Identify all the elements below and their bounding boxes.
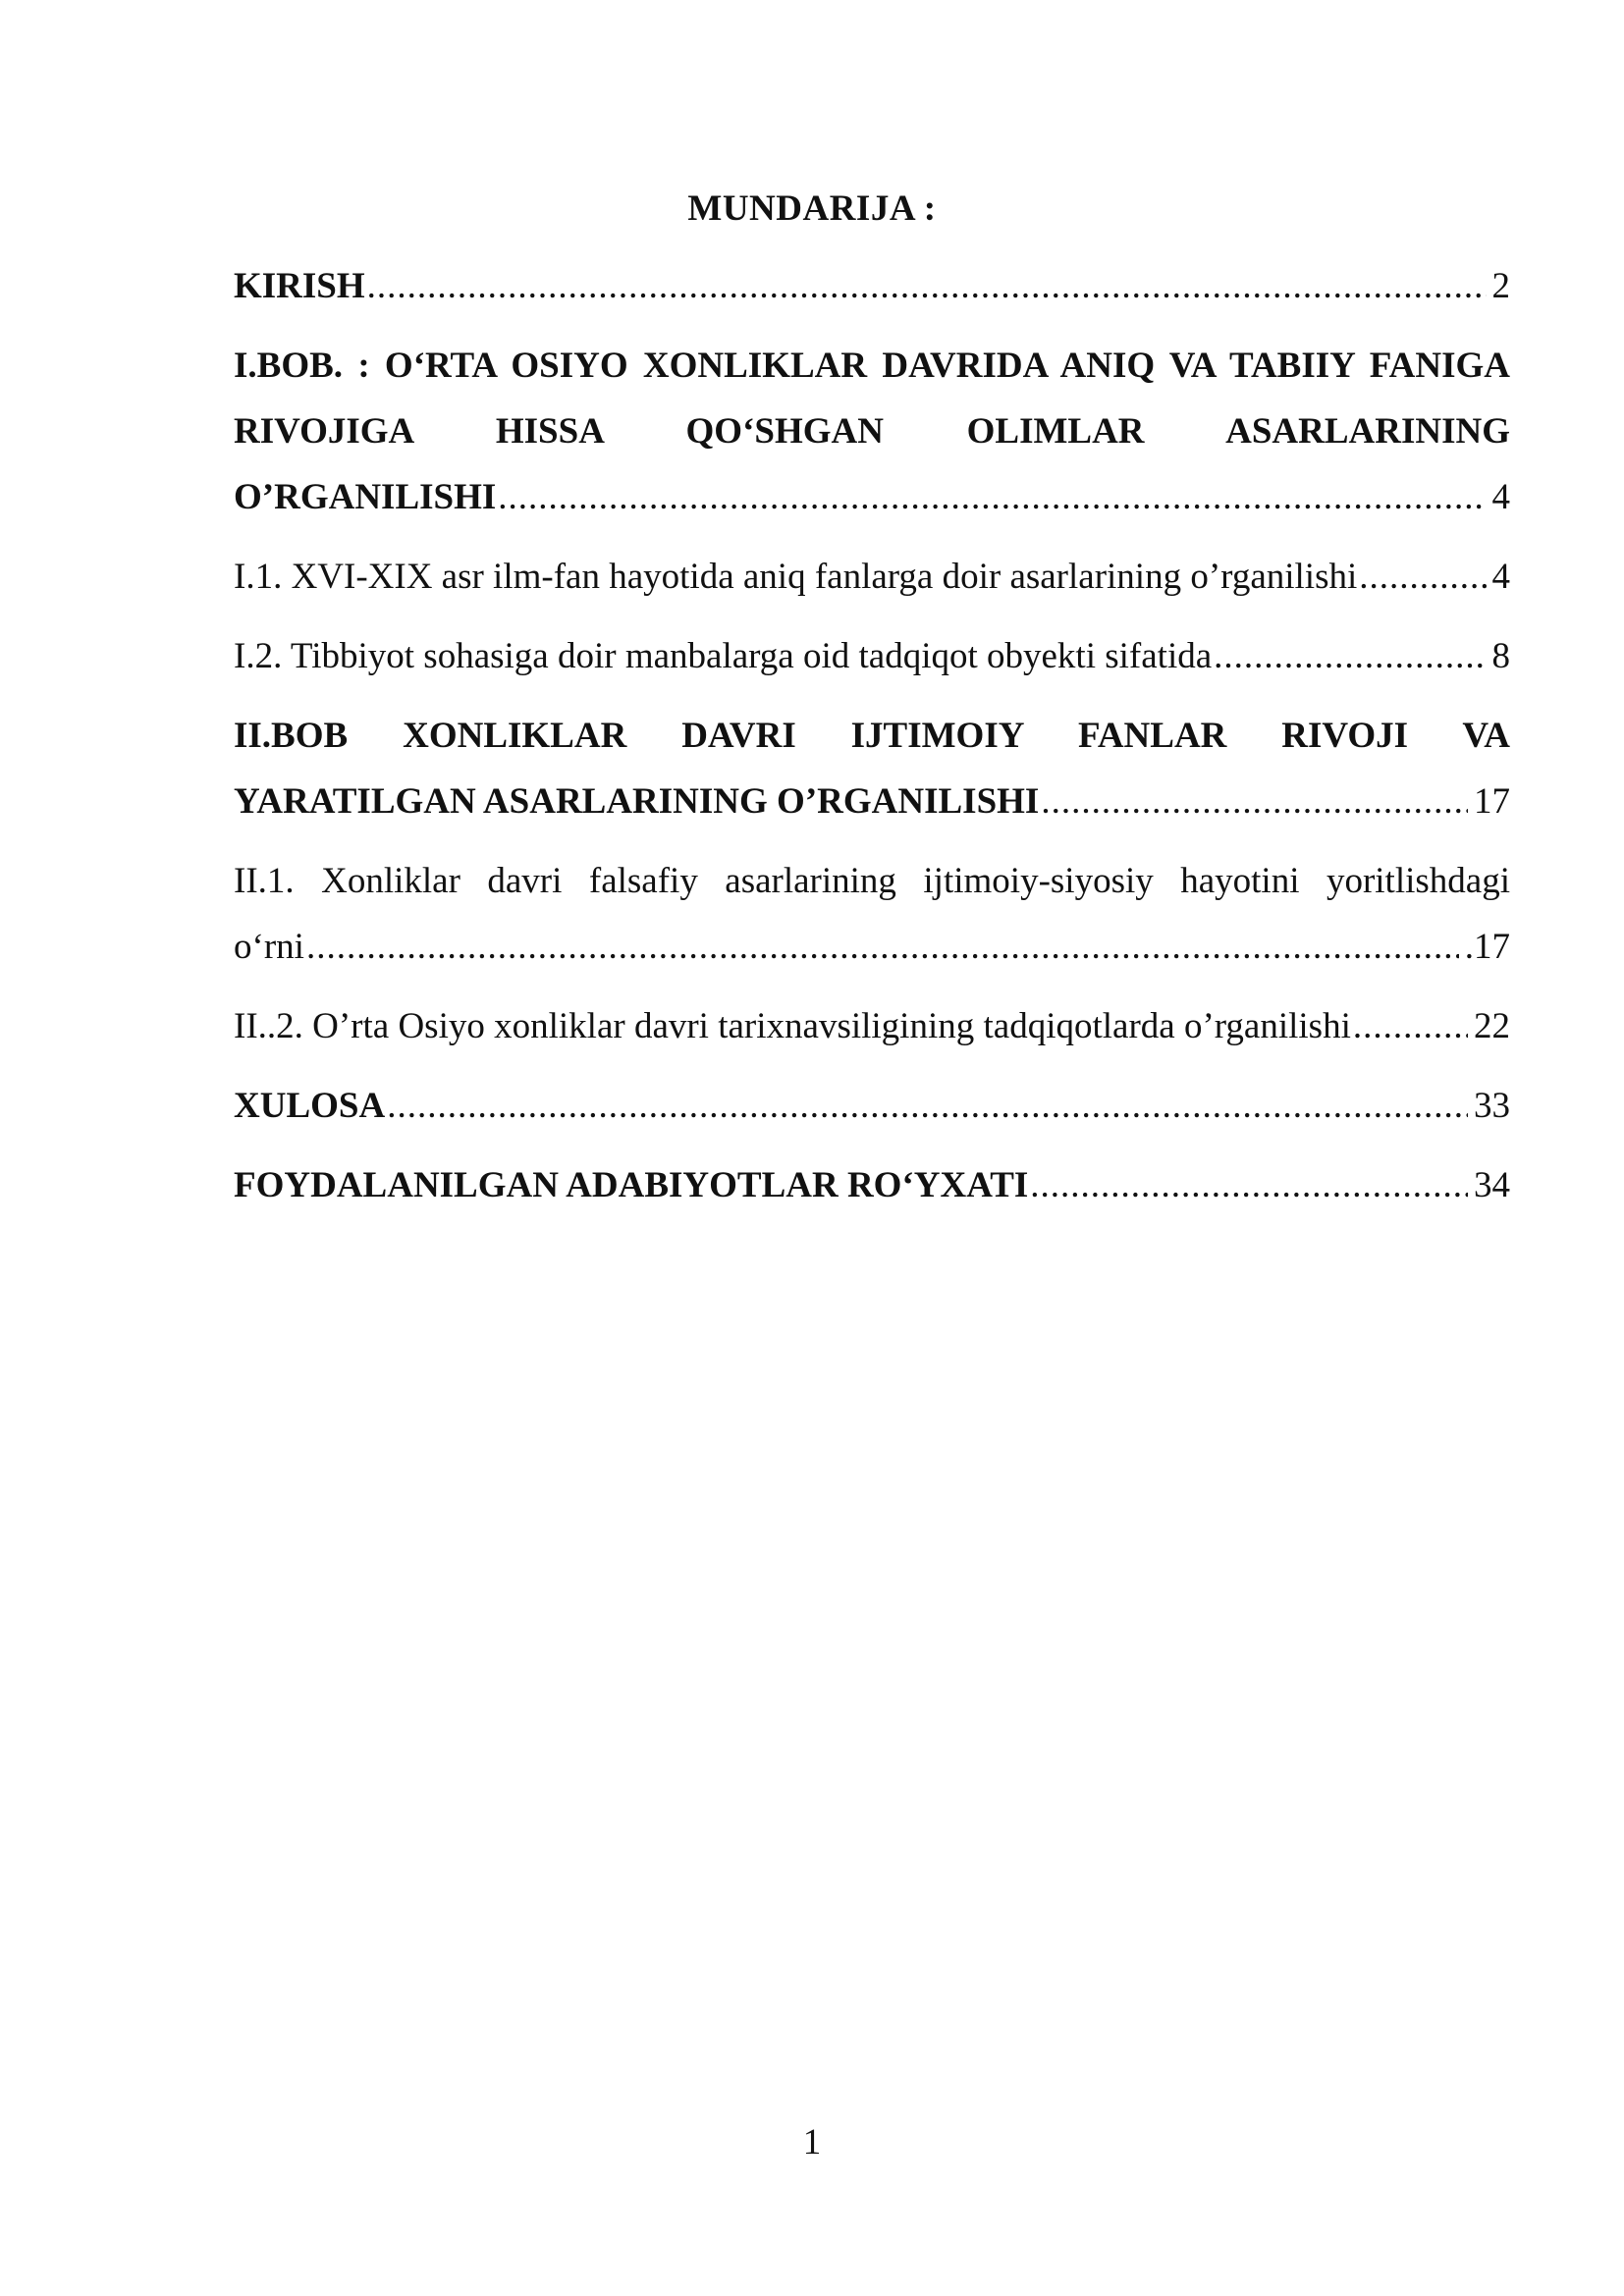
- toc-heading: MUNDARIJA :: [687, 188, 937, 229]
- toc-entry-page-number: 34: [1474, 1165, 1510, 1205]
- toc-entry-section-1-1[interactable]: [234, 544, 1510, 610]
- dot-leader: [498, 464, 1486, 530]
- toc-entry-text: I.1. XVI-XIX asr ilm-fan hayotida aniq fanlarga doir asarlarining o’rganilishi: [234, 557, 1358, 597]
- toc-entry-page-number: 17: [1474, 781, 1510, 822]
- toc-entry-last-line: [234, 464, 1510, 530]
- dot-leader: [1030, 1152, 1468, 1218]
- toc-entry-page-number: 22: [1474, 1006, 1510, 1046]
- toc-entry-last-line: [234, 1152, 1510, 1218]
- toc-entry-last-line: [234, 914, 1510, 980]
- toc-entry-text: YARATILGAN ASARLARINING O’RGANILISHI: [234, 781, 1040, 822]
- toc-entry-text: I.2. Tibbiyot sohasiga doir manbalarga oid tadqiqot obyekti sifatida: [234, 636, 1213, 676]
- toc-entry-line: I.BOB. : O‘RTA OSIYO XONLIKLAR DAVRIDA ANIQ VA TABIIY FANIGA: [234, 346, 1510, 386]
- toc-entry-page-number: 2: [1491, 266, 1510, 306]
- toc-entry-line: II.1. Xonliklar davri falsafiy asarlarining ijtimoiy-siyosiy hayotini yoritlishdagi: [234, 861, 1510, 901]
- toc-entry-page-number: 4: [1491, 557, 1510, 597]
- toc-entry-text: II..2. O’rta Osiyo xonliklar davri tarixnavsiligining tadqiqotlarda o’rganilishi: [234, 1006, 1351, 1046]
- toc-entry-last-line: [234, 1073, 1510, 1139]
- dot-leader: [367, 253, 1487, 319]
- toc-entry-last-line: [234, 253, 1510, 319]
- toc-entry-page-number: 8: [1491, 636, 1510, 676]
- toc-entry-section-2-2[interactable]: [234, 993, 1510, 1059]
- toc-entry-text: O’RGANILISHI: [234, 477, 497, 517]
- toc-entry-xulosa[interactable]: [234, 1073, 1510, 1139]
- page-number: 1: [802, 2122, 822, 2163]
- toc-entry-chapter-1[interactable]: [234, 333, 1510, 530]
- dot-leader: [1353, 993, 1468, 1059]
- toc-entry-section-1-2[interactable]: [234, 623, 1510, 689]
- dot-leader: [1214, 623, 1486, 689]
- toc-entry-page-number: 4: [1491, 477, 1510, 517]
- toc-entry-last-line: [234, 544, 1510, 610]
- toc-entry-page-number: .17: [1464, 927, 1510, 967]
- toc-entry-text: o‘rni: [234, 927, 304, 967]
- toc-entry-chapter-2[interactable]: [234, 703, 1510, 834]
- dot-leader: [1041, 769, 1468, 834]
- toc-entry-kirish[interactable]: [234, 253, 1510, 319]
- toc-entry-last-line: [234, 623, 1510, 689]
- dot-leader: [306, 914, 1459, 980]
- toc-entry-line: RIVOJIGA HISSA QO‘SHGAN OLIMLAR ASARLARINING: [234, 411, 1510, 452]
- toc-entry-text: FOYDALANILGAN ADABIYOTLAR RO‘YXATI: [234, 1165, 1029, 1205]
- toc-entry-page-number: 33: [1474, 1086, 1510, 1126]
- toc-entry-text: KIRISH: [234, 266, 365, 306]
- toc-entry-section-2-1[interactable]: [234, 848, 1510, 980]
- dot-leader: [387, 1073, 1468, 1139]
- toc-entry-last-line: [234, 993, 1510, 1059]
- dot-leader: [1359, 544, 1486, 610]
- toc-entry-last-line: [234, 769, 1510, 834]
- table-of-contents: [234, 253, 1510, 1232]
- toc-entry-text: XULOSA: [234, 1086, 386, 1126]
- toc-entry-line: II.BOB XONLIKLAR DAVRI IJTIMOIY FANLAR RIVOJI VA: [234, 716, 1510, 756]
- toc-entry-bibliography[interactable]: [234, 1152, 1510, 1218]
